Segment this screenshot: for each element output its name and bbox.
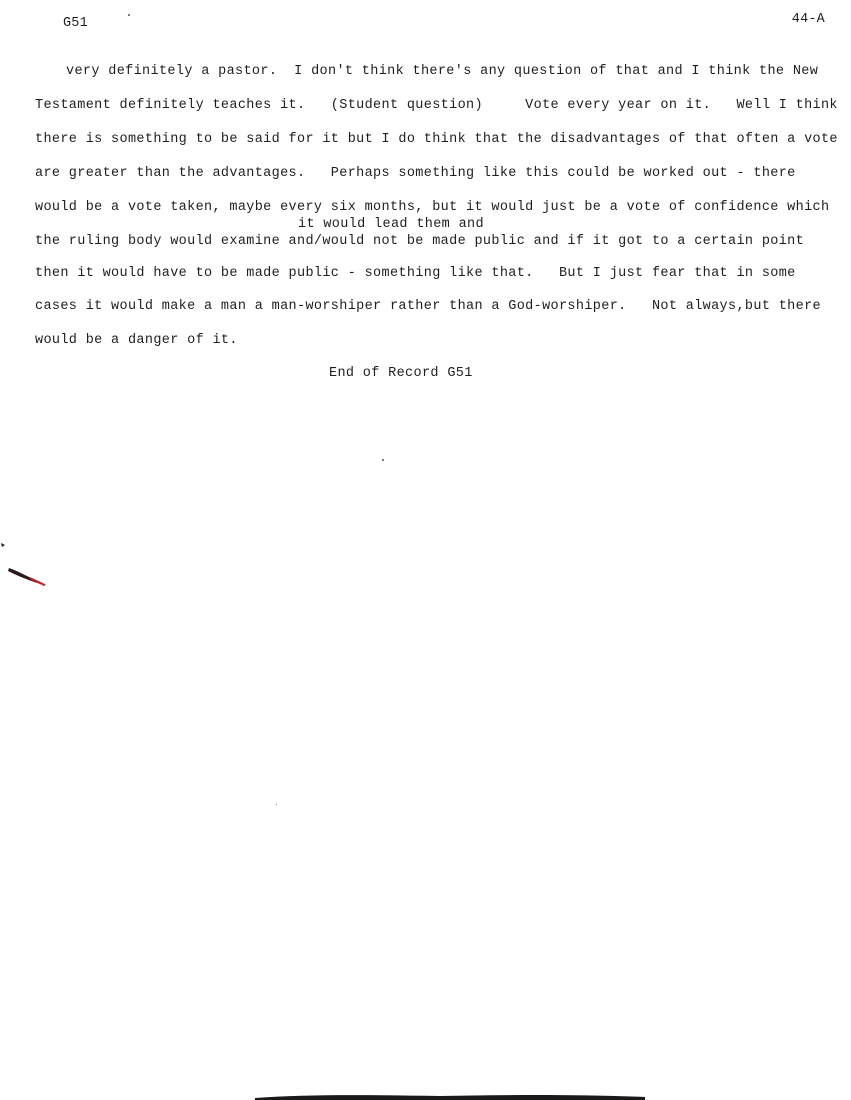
text-line: are greater than the advantages. Perhaps something like this could be worked out - there [35, 166, 796, 181]
scan-bottom-edge [250, 1090, 650, 1100]
text-line: very definitely a pastor. I don't think there's any question of that and I think the New [66, 64, 819, 79]
scan-artifact-mark [0, 535, 50, 590]
text-line: there is something to be said for it but I do think that the disadvantages of that often a vote [35, 132, 838, 147]
scan-speck [382, 459, 384, 461]
scan-speck [276, 804, 277, 805]
page-number-header: 44-A [791, 12, 825, 27]
text-line: then it would have to be made public - something like that. But I just fear that in some [35, 266, 796, 281]
end-of-record-label: End of Record G51 [329, 366, 473, 381]
text-line: would be a vote taken, maybe every six months, but it would just be a vote of confidence which [35, 200, 830, 215]
text-line: Testament definitely teaches it. (Student question) Vote every year on it. Well I think [35, 98, 838, 113]
record-number-header: G51 [63, 16, 88, 31]
text-line: would be a danger of it. [35, 333, 238, 348]
interlinear-insertion: it would lead them and [298, 217, 484, 232]
text-line: the ruling body would examine and/would not be made public and if it got to a certain point [35, 234, 805, 249]
text-line: cases it would make a man a man-worshiper rather than a God-worshiper. Not always,but there [35, 299, 821, 314]
scan-speck [128, 14, 130, 16]
